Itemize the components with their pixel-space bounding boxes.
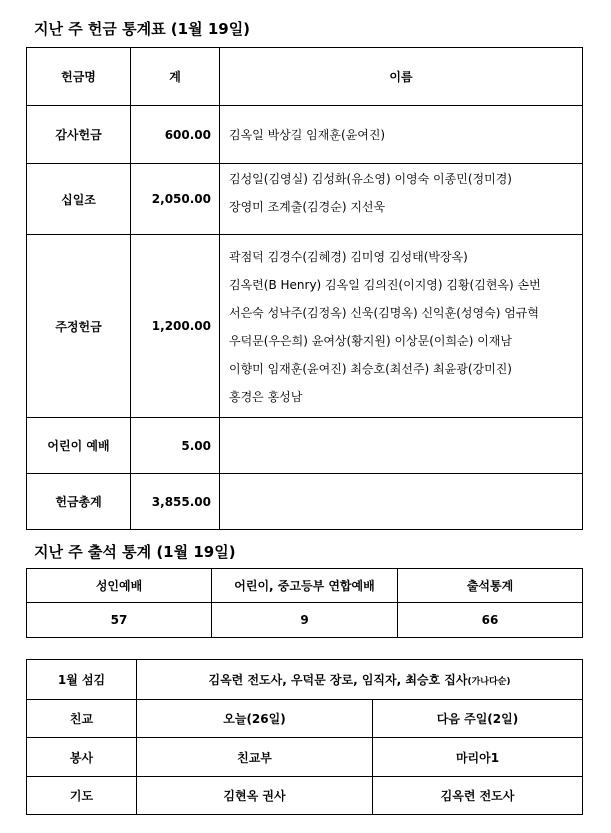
service-label: 봉사: [27, 738, 137, 777]
table-row: [27, 164, 583, 235]
name-line: 김옥일 박상길 임재훈(윤여진): [229, 128, 386, 142]
name-line: 김옥련(B Henry) 김옥일 김의진(이지영) 김황(김현옥) 손번: [229, 278, 541, 292]
header-offering-name: 헌금명: [27, 48, 131, 106]
offering-names: [220, 418, 583, 474]
table-row: [27, 603, 583, 638]
service-col2: 마리아1: [373, 738, 583, 777]
offering-header-row: [27, 48, 583, 106]
total-count: 66: [398, 603, 583, 638]
offering-name: 감사헌금: [27, 106, 131, 164]
name-line: 우덕문(우은희) 윤여상(황지원) 이상문(이희순) 이재남: [229, 334, 512, 348]
service-note: (가나다순): [467, 677, 511, 687]
offering-name: 어린이 예배: [27, 418, 131, 474]
offering-name: 헌금총계: [27, 474, 131, 530]
offering-table: [26, 47, 583, 530]
header-attendance-total: 출석통계: [398, 569, 583, 603]
service-col1: 김현옥 권사: [137, 777, 373, 815]
offering-names: [220, 164, 583, 235]
offering-names: [220, 235, 583, 418]
service-col1: 친교부: [137, 738, 373, 777]
adult-count: 57: [27, 603, 212, 638]
service-col2: 김옥련 전도사: [373, 777, 583, 815]
table-row: [27, 418, 583, 474]
offering-amount: 600.00: [131, 106, 220, 164]
service-content: [137, 660, 583, 700]
name-line: 김성일(김영실) 김성화(유소영) 이영숙 이종민(정미경): [229, 172, 512, 186]
header-youth-service: 어린이, 중고등부 연합예배: [212, 569, 398, 603]
offering-names: [220, 474, 583, 530]
offering-amount: 2,050.00: [131, 164, 220, 235]
offering-amount: 1,200.00: [131, 235, 220, 418]
offering-amount: 5.00: [131, 418, 220, 474]
service-names: 김옥련 전도사, 우덕문 장로, 임직자, 최승호 집사: [208, 673, 468, 687]
attendance-title: 지난 주 출석 통계 (1월 19일): [34, 543, 236, 561]
offering-title: 지난 주 헌금 통계표 (1월 19일): [34, 20, 251, 38]
name-line: 곽점덕 김경수(김혜경) 김미영 김성태(박장옥): [229, 250, 468, 264]
service-label: 1월 섬김: [27, 660, 137, 700]
table-row: [27, 738, 583, 777]
table-row: [27, 777, 583, 815]
service-label: 기도: [27, 777, 137, 815]
service-label: 친교: [27, 700, 137, 738]
name-line: 홍경은 홍성남: [229, 390, 303, 404]
header-total: 계: [131, 48, 220, 106]
service-col2: 다음 주일(2일): [373, 700, 583, 738]
attendance-table: [26, 568, 583, 638]
offering-names: [220, 106, 583, 164]
name-line: 장영미 조계출(김경순) 지선욱: [229, 200, 386, 214]
service-col1: 오늘(26일): [137, 700, 373, 738]
table-row: [27, 106, 583, 164]
header-adult-service: 성인예배: [27, 569, 212, 603]
name-line: 이향미 임재훈(윤여진) 최승호(최선주) 최윤광(강미진): [229, 362, 512, 376]
header-names: 이름: [220, 48, 583, 106]
attendance-header-row: [27, 569, 583, 603]
service-table: [26, 659, 583, 815]
table-row: [27, 235, 583, 418]
offering-name: 십일조: [27, 164, 131, 235]
name-line: 서은숙 성낙주(김정옥) 신욱(김명옥) 신익훈(성영숙) 엄규혁: [229, 306, 539, 320]
offering-amount: 3,855.00: [131, 474, 220, 530]
table-row: [27, 474, 583, 530]
table-row: [27, 700, 583, 738]
offering-name: 주정헌금: [27, 235, 131, 418]
table-row: [27, 660, 583, 700]
youth-count: 9: [212, 603, 398, 638]
